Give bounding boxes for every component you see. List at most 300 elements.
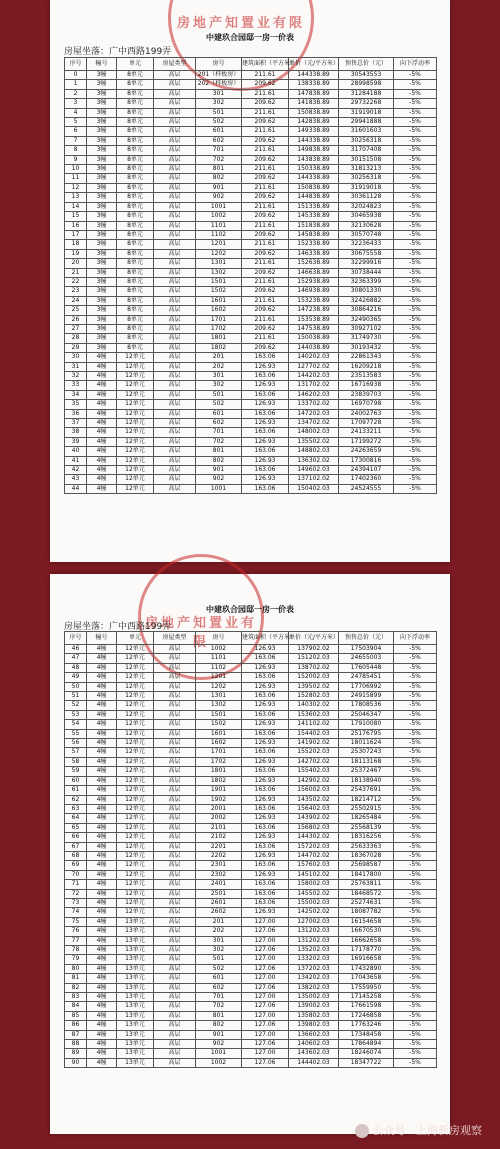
table-cell: -5% xyxy=(394,202,437,211)
table-cell: 3幢 xyxy=(87,127,117,136)
table-cell: 141838.89 xyxy=(289,99,339,108)
table-cell: 高层 xyxy=(154,174,196,183)
table-cell: 16970798 xyxy=(339,400,394,409)
table-cell: 16662658 xyxy=(339,936,394,945)
header-cell: 房号 xyxy=(196,58,242,71)
table-cell: 3幢 xyxy=(87,324,117,333)
table-cell: 高层 xyxy=(154,419,196,428)
table-cell: 12单元 xyxy=(117,870,154,879)
table-cell: 1101 xyxy=(196,654,242,663)
table-row xyxy=(65,927,437,936)
table-cell: 24915899 xyxy=(339,692,394,701)
table-row xyxy=(65,993,437,1002)
table-cell: 高层 xyxy=(154,739,196,748)
table-cell: 25307243 xyxy=(339,748,394,757)
table-cell: 高层 xyxy=(154,1030,196,1039)
table-cell: 高层 xyxy=(154,324,196,333)
table-cell: 202 xyxy=(196,362,242,371)
table-cell: 18214712 xyxy=(339,795,394,804)
table-cell: 126.93 xyxy=(242,814,289,823)
table-cell: 17 xyxy=(65,230,87,239)
table-cell: 17661598 xyxy=(339,1002,394,1011)
table-cell: -5% xyxy=(394,692,437,701)
table-cell: 4幢 xyxy=(87,682,117,691)
table-cell: 高层 xyxy=(154,277,196,286)
table-cell: 13单元 xyxy=(117,964,154,973)
table-cell: 13单元 xyxy=(117,993,154,1002)
table-cell: 140202.03 xyxy=(289,353,339,362)
table-cell: 高层 xyxy=(154,146,196,155)
table-cell: 163.06 xyxy=(242,484,289,493)
table-row xyxy=(65,654,437,663)
table-cell: 144838.89 xyxy=(289,193,339,202)
table-cell: 高层 xyxy=(154,183,196,192)
table-cell: 16154658 xyxy=(339,917,394,926)
table-cell: 126.93 xyxy=(242,475,289,484)
table-cell: 23839703 xyxy=(339,390,394,399)
table-cell: 3幢 xyxy=(87,268,117,277)
table-cell: 8单元 xyxy=(117,99,154,108)
table-cell: 144038.89 xyxy=(289,343,339,352)
table-cell: 802 xyxy=(196,1021,242,1030)
table-cell: 73 xyxy=(65,898,87,907)
table-cell: -5% xyxy=(394,654,437,663)
table-cell: 3幢 xyxy=(87,183,117,192)
table-cell: 127.00 xyxy=(242,1049,289,1058)
table-cell: 25633363 xyxy=(339,842,394,851)
table-body xyxy=(65,645,437,1068)
table-cell: 801 xyxy=(196,447,242,456)
table-cell: 17348458 xyxy=(339,1030,394,1039)
table-cell: 4幢 xyxy=(87,428,117,437)
table-cell: 29941888 xyxy=(339,118,394,127)
table-cell: 2102 xyxy=(196,833,242,842)
table-cell: 44 xyxy=(65,484,87,493)
table-row xyxy=(65,230,437,239)
header-cell: 单价（元/平方米） xyxy=(289,58,339,71)
table-cell: 4幢 xyxy=(87,353,117,362)
table-cell: 72 xyxy=(65,889,87,898)
table-row xyxy=(65,974,437,983)
table-cell: 135502.02 xyxy=(289,437,339,446)
table-cell: 32299916 xyxy=(339,259,394,268)
table-cell: 17199272 xyxy=(339,437,394,446)
table-cell: 30193432 xyxy=(339,343,394,352)
watermark-text: 公众号 · 上海新房观察 xyxy=(372,1124,482,1137)
table-cell: 29 xyxy=(65,343,87,352)
table-row xyxy=(65,155,437,164)
table-cell: 211.61 xyxy=(242,202,289,211)
table-cell: 12单元 xyxy=(117,814,154,823)
table-cell: 8单元 xyxy=(117,183,154,192)
table-cell: 211.61 xyxy=(242,296,289,305)
table-cell: 142502.02 xyxy=(289,908,339,917)
table-cell: 209.62 xyxy=(242,230,289,239)
table-cell: 31601603 xyxy=(339,127,394,136)
table-row xyxy=(65,786,437,795)
table-row xyxy=(65,776,437,785)
table-row xyxy=(65,249,437,258)
table-cell: -5% xyxy=(394,419,437,428)
table-cell: -5% xyxy=(394,381,437,390)
table-cell: 4幢 xyxy=(87,729,117,738)
table-cell: 高层 xyxy=(154,475,196,484)
table-cell: 3幢 xyxy=(87,174,117,183)
table-cell: 157202.03 xyxy=(289,842,339,851)
table-cell: 38 xyxy=(65,428,87,437)
table-cell: 31284188 xyxy=(339,89,394,98)
table-cell: -5% xyxy=(394,108,437,117)
table-cell: 701 xyxy=(196,146,242,155)
table-cell: -5% xyxy=(394,917,437,926)
table-cell: -5% xyxy=(394,814,437,823)
table-cell: 31813213 xyxy=(339,165,394,174)
property-location: 房屋坐落：广中西路199弄 xyxy=(64,47,172,57)
table-cell: 301 xyxy=(196,936,242,945)
header-cell: 预售总价（元） xyxy=(339,58,394,71)
table-row xyxy=(65,645,437,654)
table-body xyxy=(65,71,437,494)
table-cell: 12单元 xyxy=(117,692,154,701)
table-row xyxy=(65,466,437,475)
table-cell: 1202 xyxy=(196,682,242,691)
table-cell: 12单元 xyxy=(117,748,154,757)
table-cell: 151338.89 xyxy=(289,202,339,211)
table-cell: 4幢 xyxy=(87,851,117,860)
table-cell: 13单元 xyxy=(117,927,154,936)
table-cell: 702 xyxy=(196,1002,242,1011)
table-cell: 高层 xyxy=(154,334,196,343)
table-cell: 18468572 xyxy=(339,889,394,898)
table-cell: 32 xyxy=(65,372,87,381)
table-cell: 13单元 xyxy=(117,1002,154,1011)
table-cell: 8单元 xyxy=(117,259,154,268)
table-cell: 202（样板房） xyxy=(196,80,242,89)
table-cell: -5% xyxy=(394,974,437,983)
table-cell: 127.06 xyxy=(242,927,289,936)
table-cell: 5 xyxy=(65,118,87,127)
table-cell: -5% xyxy=(394,183,437,192)
table-cell: 152338.89 xyxy=(289,240,339,249)
table-cell: -5% xyxy=(394,315,437,324)
price-table xyxy=(64,57,437,494)
table-cell: 3幢 xyxy=(87,212,117,221)
table-cell: 147202.03 xyxy=(289,409,339,418)
table-cell: -5% xyxy=(394,663,437,672)
table-cell: 301 xyxy=(196,89,242,98)
table-cell: 82 xyxy=(65,983,87,992)
table-cell: 156002.03 xyxy=(289,786,339,795)
table-cell: -5% xyxy=(394,1030,437,1039)
table-cell: 22 xyxy=(65,277,87,286)
table-cell: 3幢 xyxy=(87,71,117,80)
table-cell: 155402.03 xyxy=(289,767,339,776)
table-row xyxy=(65,795,437,804)
table-cell: 高层 xyxy=(154,946,196,955)
table-row xyxy=(65,936,437,945)
table-cell: 25046347 xyxy=(339,710,394,719)
table-cell: 高层 xyxy=(154,870,196,879)
table-cell: 12单元 xyxy=(117,861,154,870)
table-cell: 37 xyxy=(65,419,87,428)
table-cell: -5% xyxy=(394,277,437,286)
table-cell: 59 xyxy=(65,767,87,776)
table-cell: 39 xyxy=(65,437,87,446)
table-cell: 高层 xyxy=(154,296,196,305)
table-cell: 145338.89 xyxy=(289,212,339,221)
table-cell: 17910080 xyxy=(339,720,394,729)
table-row xyxy=(65,99,437,108)
table-cell: -5% xyxy=(394,127,437,136)
table-cell: 4幢 xyxy=(87,1058,117,1067)
table-cell: 12单元 xyxy=(117,842,154,851)
table-cell: 30570748 xyxy=(339,230,394,239)
table-cell: 6 xyxy=(65,127,87,136)
header-cell: 建筑面积（平方米） xyxy=(242,632,289,645)
table-cell: 25763811 xyxy=(339,880,394,889)
table-cell: 126.93 xyxy=(242,795,289,804)
table-cell: 12单元 xyxy=(117,889,154,898)
table-cell: 17402360 xyxy=(339,475,394,484)
table-cell: 1801 xyxy=(196,334,242,343)
table-cell: 163.06 xyxy=(242,880,289,889)
table-cell: 65 xyxy=(65,823,87,832)
table-cell: 127.06 xyxy=(242,1058,289,1067)
table-cell: -5% xyxy=(394,136,437,145)
table-row xyxy=(65,673,437,682)
table-cell: -5% xyxy=(394,1021,437,1030)
table-cell: 8单元 xyxy=(117,315,154,324)
table-cell: 1601 xyxy=(196,729,242,738)
table-row xyxy=(65,324,437,333)
table-cell: 高层 xyxy=(154,268,196,277)
table-cell: 4幢 xyxy=(87,786,117,795)
table-cell: 8单元 xyxy=(117,240,154,249)
table-cell: 4幢 xyxy=(87,466,117,475)
table-cell: -5% xyxy=(394,165,437,174)
table-cell: 42 xyxy=(65,466,87,475)
table-row xyxy=(65,1040,437,1049)
table-cell: 209.62 xyxy=(242,174,289,183)
table-cell: 12单元 xyxy=(117,400,154,409)
table-cell: -5% xyxy=(394,437,437,446)
table-cell: 211.61 xyxy=(242,277,289,286)
table-cell: 12单元 xyxy=(117,372,154,381)
table-cell: 28 xyxy=(65,334,87,343)
table-cell: 1702 xyxy=(196,324,242,333)
table-cell: 4幢 xyxy=(87,390,117,399)
table-cell: -5% xyxy=(394,343,437,352)
table-cell: 902 xyxy=(196,1040,242,1049)
table-cell: 137202.03 xyxy=(289,964,339,973)
table-cell: 4幢 xyxy=(87,833,117,842)
table-cell: 高层 xyxy=(154,118,196,127)
table-cell: 高层 xyxy=(154,409,196,418)
table-cell: 57 xyxy=(65,748,87,757)
table-cell: 150402.03 xyxy=(289,484,339,493)
table-cell: 4幢 xyxy=(87,983,117,992)
table-cell: 18087782 xyxy=(339,908,394,917)
table-cell: 25437691 xyxy=(339,786,394,795)
table-cell: 2202 xyxy=(196,851,242,860)
table-cell: 147838.89 xyxy=(289,89,339,98)
table-cell: 211.61 xyxy=(242,146,289,155)
table-cell: -5% xyxy=(394,645,437,654)
table-cell: 601 xyxy=(196,409,242,418)
table-cell: 13单元 xyxy=(117,936,154,945)
table-cell: -5% xyxy=(394,946,437,955)
table-cell: 8单元 xyxy=(117,71,154,80)
table-cell: 211.61 xyxy=(242,127,289,136)
table-cell: 3幢 xyxy=(87,249,117,258)
table-cell: 3幢 xyxy=(87,108,117,117)
table-cell: 145838.89 xyxy=(289,230,339,239)
table-cell: 23513583 xyxy=(339,372,394,381)
table-cell: 48 xyxy=(65,663,87,672)
table-cell: 2101 xyxy=(196,823,242,832)
table-cell: 12单元 xyxy=(117,645,154,654)
table-cell: 12单元 xyxy=(117,776,154,785)
table-cell: 3幢 xyxy=(87,165,117,174)
table-cell: 13单元 xyxy=(117,983,154,992)
table-row xyxy=(65,315,437,324)
table-cell: 32363399 xyxy=(339,277,394,286)
table-cell: -5% xyxy=(394,964,437,973)
table-cell: 12单元 xyxy=(117,654,154,663)
table-cell: 502 xyxy=(196,400,242,409)
table-cell: -5% xyxy=(394,249,437,258)
table-cell: -5% xyxy=(394,823,437,832)
table-cell: 602 xyxy=(196,983,242,992)
table-cell: 144202.03 xyxy=(289,372,339,381)
table-cell: 202 xyxy=(196,927,242,936)
table-cell: 4幢 xyxy=(87,447,117,456)
table-cell: 12单元 xyxy=(117,456,154,465)
table-cell: 78 xyxy=(65,946,87,955)
header-cell: 房屋类型 xyxy=(154,632,196,645)
table-row xyxy=(65,165,437,174)
table-cell: 153538.89 xyxy=(289,315,339,324)
table-row xyxy=(65,757,437,766)
table-cell: 211.61 xyxy=(242,183,289,192)
table-cell: 25274631 xyxy=(339,898,394,907)
table-cell: 17503904 xyxy=(339,645,394,654)
table-cell: 149602.03 xyxy=(289,466,339,475)
table-row xyxy=(65,372,437,381)
table-cell: 8单元 xyxy=(117,108,154,117)
table-cell: -5% xyxy=(394,1058,437,1067)
table-cell: 8单元 xyxy=(117,127,154,136)
table-cell: 302 xyxy=(196,946,242,955)
table-cell: 150038.89 xyxy=(289,334,339,343)
table-cell: 高层 xyxy=(154,390,196,399)
table-cell: 902 xyxy=(196,193,242,202)
table-cell: -5% xyxy=(394,786,437,795)
table-cell: 209.62 xyxy=(242,193,289,202)
table-cell: 3幢 xyxy=(87,221,117,230)
table-cell: 25568139 xyxy=(339,823,394,832)
table-cell: 135002.03 xyxy=(289,993,339,1002)
table-row xyxy=(65,334,437,343)
table-cell: 高层 xyxy=(154,993,196,1002)
table-cell: 16 xyxy=(65,221,87,230)
table-cell: 12单元 xyxy=(117,823,154,832)
table-cell: 4幢 xyxy=(87,993,117,1002)
table-cell: 18113168 xyxy=(339,757,394,766)
table-cell: 高层 xyxy=(154,428,196,437)
table-cell: 12单元 xyxy=(117,720,154,729)
table-cell: 63 xyxy=(65,804,87,813)
table-cell: 901 xyxy=(196,183,242,192)
table-cell: -5% xyxy=(394,372,437,381)
table-cell: 高层 xyxy=(154,221,196,230)
table-cell: 90 xyxy=(65,1058,87,1067)
table-cell: 30543553 xyxy=(339,71,394,80)
table-cell: 2301 xyxy=(196,861,242,870)
table-cell: 31749730 xyxy=(339,334,394,343)
table-cell: 1802 xyxy=(196,776,242,785)
table-cell: 8单元 xyxy=(117,165,154,174)
table-cell: 8单元 xyxy=(117,334,154,343)
table-cell: 144338.89 xyxy=(289,174,339,183)
table-cell: 3幢 xyxy=(87,334,117,343)
table-cell: -5% xyxy=(394,71,437,80)
table-cell: -5% xyxy=(394,1040,437,1049)
table-row xyxy=(65,917,437,926)
table-cell: -5% xyxy=(394,230,437,239)
table-cell: 12单元 xyxy=(117,390,154,399)
table-cell: 4幢 xyxy=(87,861,117,870)
table-cell: 高层 xyxy=(154,306,196,315)
table-row xyxy=(65,823,437,832)
table-header-row xyxy=(65,58,437,71)
price-sheet-page-1 xyxy=(50,0,450,562)
table-cell: 2601 xyxy=(196,898,242,907)
table-cell: 163.06 xyxy=(242,729,289,738)
table-cell: 8单元 xyxy=(117,155,154,164)
table-cell: 146338.89 xyxy=(289,249,339,258)
header-cell: 向下浮动率 xyxy=(394,58,437,71)
table-cell: 12单元 xyxy=(117,362,154,371)
table-cell: 702 xyxy=(196,437,242,446)
table-cell: 23 xyxy=(65,287,87,296)
table-row xyxy=(65,268,437,277)
table-cell: 高层 xyxy=(154,259,196,268)
table-cell: 1002 xyxy=(196,1058,242,1067)
table-cell: 高层 xyxy=(154,353,196,362)
table-cell: 高层 xyxy=(154,1058,196,1067)
table-row xyxy=(65,729,437,738)
table-cell: 高层 xyxy=(154,287,196,296)
table-cell: 211.61 xyxy=(242,259,289,268)
table-cell: 3幢 xyxy=(87,306,117,315)
table-cell: 3幢 xyxy=(87,287,117,296)
table-cell: 133702.02 xyxy=(289,400,339,409)
table-cell: 209.62 xyxy=(242,212,289,221)
table-cell: -5% xyxy=(394,908,437,917)
table-row xyxy=(65,108,437,117)
table-row xyxy=(65,814,437,823)
table-cell: 4幢 xyxy=(87,720,117,729)
table-cell: 163.06 xyxy=(242,654,289,663)
table-cell: -5% xyxy=(394,174,437,183)
table-cell: -5% xyxy=(394,334,437,343)
table-cell: 高层 xyxy=(154,89,196,98)
table-cell: 2302 xyxy=(196,870,242,879)
table-cell: 24394107 xyxy=(339,466,394,475)
table-cell: 8单元 xyxy=(117,202,154,211)
table-cell: 24655003 xyxy=(339,654,394,663)
